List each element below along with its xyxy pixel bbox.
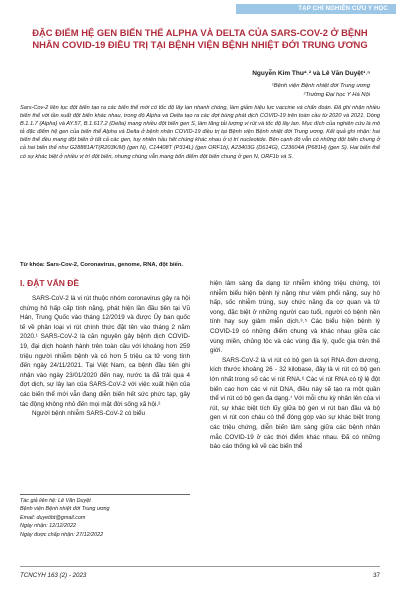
contact-institution: Bệnh viện Bệnh nhiệt đới Trung ương bbox=[20, 506, 110, 513]
received-date: Ngày nhận: 12/12/2022 bbox=[20, 523, 77, 530]
footer-divider bbox=[20, 566, 380, 567]
affiliation-1: ¹Bệnh viện Bệnh nhiệt đới Trung ương bbox=[271, 83, 370, 89]
column-right bbox=[210, 279, 380, 452]
contact-author: Tác giả liên hệ: Lê Văn Duyệt bbox=[20, 498, 91, 504]
paragraph: SARS-CoV-2 là vi rút có bộ gen là sợi RNA đơn dương, kích thước khoảng 26 - 32 kilobase, đây là vi rút có bộ gen lớn nhất trong số các vi rút RNA.⁶ Các vi rút RNA có tỷ lệ đột biến cao hơn các vi rút DNA, điều này sẽ tạo ra một quần thể vi rút có bộ gen đa dạng.⁷ Với mỗi chu kỳ nhân lên của vi rút, sự khác biệt tích lũy giữa bộ gen vi rút ban đầu và bộ gen vi rút con cháu có thể đóng góp vào sự khác biệt trong các triệu chứng, diễn biến lâm sàng giữa các bệnh nhân mắc COVID-19 ở các thời điểm khác nhau. Đã có những báo cáo thống kê về các biến thể bbox=[210, 356, 380, 451]
page-number: 37 bbox=[373, 572, 380, 579]
section-heading: I. ĐẶT VẤN ĐỀ bbox=[20, 278, 80, 288]
accepted-date: Ngày được chấp nhận: 27/12/2022 bbox=[20, 531, 104, 538]
page-footer bbox=[20, 572, 380, 579]
affiliations bbox=[272, 82, 370, 99]
paragraph: Người bệnh nhiễm SARS-CoV-2 có biểu bbox=[32, 410, 145, 418]
paragraph: SARS-CoV-2 là vi rút thuộc nhóm coronavirus gây ra hội chứng hô hấp cấp tính nặng, phát hiện lần đầu tiên tại Vũ Hán, Trung Quốc vào tháng 12/2019 và được Ủy ban quốc tế về phân loại vi rút chính thức đặt tên vào tháng 2 năm 2020.¹ SARS-CoV-2 là căn nguyên gây bệnh dịch COVID-19, đại dịch hoành hành trên toàn cầu với khoảng hơn 259 triệu người nhiễm bệnh và có hơn 5 triệu ca tử vong tính đến ngày 24/11/2021. Tại Việt Nam, ca bệnh đầu tiên ghi nhận vào ngày 23/01/2020 đến nay, nước ta đã trải qua 4 đợt dịch, sự lây lan của SARS-CoV-2 với việc xuất hiện của các biến thể mới vẫn đang diễn biến hết sức phức tạp, gây tác động không nhỏ đến mọi mặt đời sống xã hội.² bbox=[20, 295, 190, 408]
contact-email: Email: duyetibt@gmail.com bbox=[20, 514, 86, 521]
paragraph: hiện lâm sàng đa dạng từ nhiễm không triệu chứng, tới nhiễm biểu hiện bệnh lý nặng như viêm phổi nặng, suy hô hấp, sốc nhiễm trùng, suy chức năng đa cơ quan và tử vong, đặc biệt ở những người cao tuổi, người có bệnh nền tính hay suy giảm miễn dịch.³˒⁵ Các biểu hiện bệnh lý COVID-19 có những điểm chung và khác nhau giữa các vùng miền, chủng tộc và các vùng địa lý, quốc gia trên thế giới. bbox=[210, 280, 380, 355]
column-left bbox=[20, 294, 190, 419]
affiliation-2: ²Trường Đại học Y Hà Nội bbox=[303, 91, 370, 98]
journal-header bbox=[0, 0, 400, 16]
contact-info bbox=[20, 497, 190, 539]
keywords: Từ khóa: Sars-Cov-2, Coronavirus, genome, RNA, đột biến. bbox=[20, 262, 183, 268]
article-title: ĐẶC ĐIỂM HỆ GEN BIẾN THỂ ALPHA VÀ DELTA CỦA SARS-COV-2 Ở BỆNH NHÂN COVID-19 ĐIỀU TRỊ TẠI BỆNH VIỆN BỆNH NHIỆT ĐỚI TRUNG ƯƠNG bbox=[32, 27, 368, 51]
journal-label: TẠP CHÍ NGHIÊN CỨU Y HỌC bbox=[298, 5, 388, 12]
contact-divider bbox=[20, 494, 190, 495]
authors: Nguyễn Kim Thư¹˒² và Lê Văn Duyệt¹˒ⁿ bbox=[252, 70, 370, 77]
journal-issue: TCNCYH 163 (2) - 2023 bbox=[20, 572, 87, 579]
abstract: Sars-Cov-2 liên tục đột biến tạo ra các biến thể mới có tốc độ lây lan nhanh chóng, làm giảm hiệu lực vaccine và chẩn đoán. Đã ghi nhận nhiều biến thể với tần xuất đột biến khác nhau, trong đó Alpha và Delta tạo ra các đợt bùng phát dịch COVID-19 trên toàn cầu từ 2020 và 2021. Dòng B.1.1.7 (Alpha) và AY.57, B.1.617.2 (Delta) mang nhiều đột biến gen S, làm tăng tải lượng vi rút và tốc độ lây lan. Mục đích của nghiên cứu là mô tả đặc điểm hệ gen của biến thể Alpha và Delta ở bệnh nhân COVID-19 điều trị tại Bệnh viện Bệnh nhiệt đới Trung ương. Kết quả ghi nhận: hai biến thể đều mang đột biến ở tất cả các gen, tuy nhiên hầu hết chúng khác nhau ở vị trí nucleotide. Bên cạnh đó vẫn có những đột biến chung ở cả hai biến thể như G28881A/T(R203K/M) (gen N), C14408T (P314L) (gen ORF1b), A23403G (D614G), C23604A (P681H) (gen S). Hai biến thể có sự khác biệt ở nhiều vị trí đột biến, nhưng chúng vẫn mang bốn điểm đột biến chung ở gen N, ORF1b và S. bbox=[20, 105, 380, 160]
